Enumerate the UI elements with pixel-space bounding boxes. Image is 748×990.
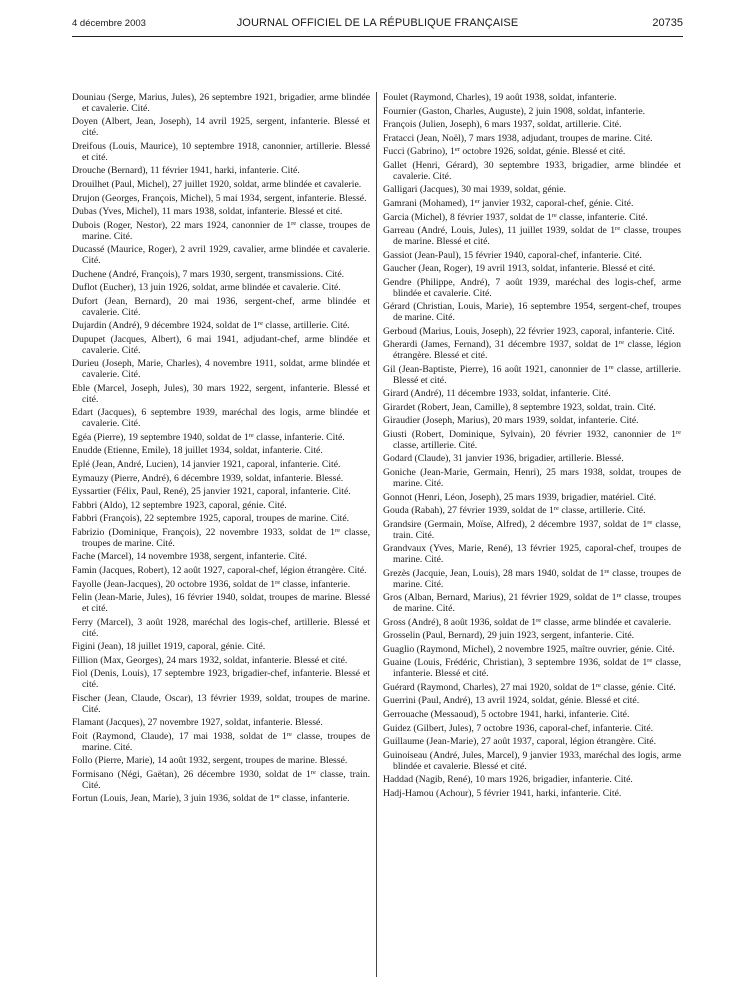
list-entry: Follo (Pierre, Marie), 14 août 1932, sergent, troupes de marine. Blessé. xyxy=(72,755,348,767)
list-entry: Giraudier (Joseph, Marius), 20 mars 1939, soldat, infanterie. Cité. xyxy=(383,415,639,427)
list-entry: Fache (Marcel), 14 novembre 1938, sergent, infanterie. Cité. xyxy=(72,551,307,563)
list-entry: Eplé (Jean, André, Lucien), 14 janvier 1921, caporal, infanterie. Cité. xyxy=(72,459,341,471)
list-entry: Gendre (Philippe, André), 7 août 1939, maréchal des logis-chef, arme blindée et cavalerie. Cité. xyxy=(383,276,681,299)
list-entry: Dreifous (Louis, Maurice), 10 septembre 1918, canonnier, artillerie. Blessé et cité. xyxy=(72,140,370,163)
list-entry: Fabbri (François), 22 septembre 1925, caporal, troupes de marine. Cité. xyxy=(72,513,350,525)
list-entry: Gerrouache (Messaoud), 5 octobre 1941, harki, infanterie. Cité. xyxy=(383,709,630,721)
list-entry: Flamant (Jacques), 27 novembre 1927, soldat, infanterie. Blessé. xyxy=(72,717,323,729)
list-entry: Eymauzy (Pierre, André), 6 décembre 1939, soldat, infanterie. Blessé. xyxy=(72,472,344,484)
list-entry: Dubois (Roger, Nestor), 22 mars 1924, canonnier de 1re classe, troupes de marine. Cité. xyxy=(72,219,370,242)
list-entry: Girardet (Robert, Jean, Camille), 8 septembre 1923, soldat, train. Cité. xyxy=(383,401,656,413)
list-entry: Drujon (Georges, François, Michel), 5 mai 1934, sergent, infanterie. Blessé. xyxy=(72,192,367,204)
list-entry: Fortun (Louis, Jean, Marie), 3 juin 1936, soldat de 1re classe, infanterie. xyxy=(72,793,350,805)
list-entry: Gouda (Rabah), 27 février 1939, soldat de 1re classe, artillerie. Cité. xyxy=(383,505,646,517)
list-entry: Garcia (Michel), 8 février 1937, soldat de 1re classe, infanterie. Cité. xyxy=(383,211,648,223)
list-entry: Gaucher (Jean, Roger), 19 avril 1913, soldat, infanterie. Blessé et cité. xyxy=(383,263,656,275)
page-header xyxy=(72,16,683,32)
list-entry: Gerboud (Marius, Louis, Joseph), 22 février 1923, caporal, infanterie. Cité. xyxy=(383,325,675,337)
list-entry: Eyssartier (Félix, Paul, René), 25 janvier 1921, caporal, infanterie. Cité. xyxy=(72,486,351,498)
list-entry: Fabbri (Aldo), 12 septembre 1923, caporal, génie. Cité. xyxy=(72,499,287,511)
list-entry: Egéa (Pierre), 19 septembre 1940, soldat de 1re classe, infanterie. Cité. xyxy=(72,431,345,443)
list-entry: Ferry (Marcel), 3 août 1928, maréchal des logis-chef, artillerie. Blessé et cité. xyxy=(72,616,370,639)
list-entry: Garreau (André, Louis, Jules), 11 juillet 1939, soldat de 1re classe, troupes de marine. Blessé et cité. xyxy=(383,225,681,248)
list-entry: Grezès (Jacquie, Jean, Louis), 28 mars 1940, soldat de 1re classe, troupes de marine. Cité. xyxy=(383,567,681,590)
list-entry: Goniche (Jean-Marie, Germain, Henri), 25 mars 1938, soldat, troupes de marine. Cité. xyxy=(383,467,681,489)
list-entry: Guérard (Raymond, Charles), 27 mai 1920, soldat de 1re classe, génie. Cité. xyxy=(383,681,676,693)
list-entry: Guidez (Gilbert, Jules), 7 octobre 1936, caporal-chef, infanterie. Cité. xyxy=(383,722,654,734)
list-entry: Dufort (Jean, Bernard), 20 mai 1936, sergent-chef, arme blindée et cavalerie. Cité. xyxy=(72,295,370,318)
list-entry: Gonnot (Henri, Léon, Joseph), 25 mars 1939, brigadier, matériel. Cité. xyxy=(383,491,656,503)
list-entry: Godard (Claude), 31 janvier 1936, brigadier, artillerie. Blessé. xyxy=(383,453,624,465)
right-column xyxy=(383,93,681,802)
list-entry: Girard (André), 11 décembre 1933, soldat, infanterie. Cité. xyxy=(383,388,611,400)
list-entry: Foulet (Raymond, Charles), 19 août 1938, soldat, infanterie. xyxy=(383,92,617,103)
list-entry: Haddad (Nagib, René), 10 mars 1926, brigadier, infanterie. Cité. xyxy=(383,774,633,786)
list-entry: Douniau (Serge, Marius, Jules), 26 septembre 1921, brigadier, arme blindée et cavalerie. Cité. xyxy=(72,92,370,114)
header-rule xyxy=(72,36,683,37)
list-entry: Felin (Jean-Marie, Jules), 16 février 1940, soldat, troupes de marine. Blessé et cité. xyxy=(72,592,370,615)
list-entry: Dubas (Yves, Michel), 11 mars 1938, soldat, infanterie. Blessé et cité. xyxy=(72,206,343,218)
list-entry: Grosselin (Paul, Bernard), 29 juin 1923, sergent, infanterie. Cité. xyxy=(383,630,635,642)
page-number: 20735 xyxy=(652,17,683,29)
list-entry: Hadj-Hamou (Achour), 5 février 1941, harki, infanterie. Cité. xyxy=(383,787,622,799)
list-entry: Foit (Raymond, Claude), 17 mai 1938, soldat de 1re classe, troupes de marine. Cité. xyxy=(72,730,370,753)
list-entry: Gil (Jean-Baptiste, Pierre), 16 août 1921, canonnier de 1re classe, artillerie. Blessé et cité. xyxy=(383,363,681,386)
list-entry: Guillaume (Jean-Marie), 27 août 1937, caporal, légion étrangère. Cité. xyxy=(383,736,657,748)
list-entry: Doyen (Albert, Jean, Joseph), 14 avril 1925, sergent, infanterie. Blessé et cité. xyxy=(72,116,370,139)
list-entry: Ducassé (Maurice, Roger), 2 avril 1929, cavalier, arme blindée et cavalerie. Cité. xyxy=(72,244,370,267)
list-entry: Figini (Jean), 18 juillet 1919, caporal, génie. Cité. xyxy=(72,641,266,653)
list-entry: Guaine (Louis, Frédéric, Christian), 3 septembre 1936, soldat de 1re classe, infanterie. Blessé et cité. xyxy=(383,657,681,680)
list-entry: Drouche (Bernard), 11 février 1941, harki, infanterie. Cité. xyxy=(72,165,300,177)
list-entry: Guinoiseau (André, Jules, Marcel), 9 janvier 1933, maréchal des logis, arme blindée et cavalerie. Blessé et cité. xyxy=(383,749,681,772)
header-date: 4 décembre 2003 xyxy=(72,18,146,29)
list-entry: Durieu (Joseph, Marie, Charles), 4 novembre 1911, soldat, arme blindée et cavalerie. Cité. xyxy=(72,358,370,381)
list-entry: Fratacci (Jean, Noël), 7 mars 1938, adjudant, troupes de marine. Cité. xyxy=(383,132,653,144)
list-entry: Fayolle (Jean-Jacques), 20 octobre 1936, soldat de 1re classe, infanterie. xyxy=(72,578,351,590)
list-entry: Fillion (Max, Georges), 24 mars 1932, soldat, infanterie. Blessé et cité. xyxy=(72,654,348,666)
list-entry: Gamrani (Mohamed), 1er janvier 1932, caporal-chef, génie. Cité. xyxy=(383,197,634,209)
list-entry: Eble (Marcel, Joseph, Jules), 30 mars 1922, sergent, infanterie. Blessé et cité. xyxy=(72,382,370,405)
list-entry: Giusti (Robert, Dominique, Sylvain), 20 février 1932, canonnier de 1re classe, artillerie. Cité. xyxy=(383,429,681,451)
list-entry: Gros (Alban, Bernard, Marius), 21 février 1929, soldat de 1re classe, troupes de marine. Cité. xyxy=(383,592,681,615)
list-entry: Galligari (Jacques), 30 mai 1939, soldat, génie. xyxy=(383,184,566,196)
list-entry: Dujardin (André), 9 décembre 1924, soldat de 1re classe, artillerie. Cité. xyxy=(72,320,350,332)
journal-title: JOURNAL OFFICIEL DE LA RÉPUBLIQUE FRANÇAISE xyxy=(236,17,519,29)
list-entry: Gassiot (Jean-Paul), 15 février 1940, caporal-chef, infanterie. Cité. xyxy=(383,249,642,261)
list-entry: Gallet (Henri, Gérard), 30 septembre 1933, brigadier, arme blindée et cavalerie. Cité. xyxy=(383,159,681,182)
list-entry: Fiol (Denis, Louis), 17 septembre 1923, brigadier-chef, infanterie. Blessé et cité. xyxy=(72,668,370,691)
list-entry: Fournier (Gaston, Charles, Auguste), 2 juin 1908, soldat, infanterie. xyxy=(383,105,646,117)
list-entry: Guaglio (Raymond, Michel), 2 novembre 1925, maître ouvrier, génie. Cité. xyxy=(383,643,675,655)
column-divider xyxy=(376,92,377,977)
list-entry: Duchene (André, François), 7 mars 1930, sergent, transmissions. Cité. xyxy=(72,268,345,280)
left-column xyxy=(72,93,370,808)
list-entry: Drouilhet (Paul, Michel), 27 juillet 1920, soldat, arme blindée et cavalerie. xyxy=(72,179,362,191)
list-entry: Edart (Jacques), 6 septembre 1939, maréchal des logis, arme blindée et cavalerie. Cité. xyxy=(72,407,370,430)
list-entry: Grandvaux (Yves, Marie, René), 13 février 1925, caporal-chef, troupes de marine. Cité. xyxy=(383,543,681,566)
list-entry: Formisano (Négi, Gaëtan), 26 décembre 1930, soldat de 1re classe, train. Cité. xyxy=(72,768,370,791)
list-entry: Guerrini (Paul, André), 13 avril 1924, soldat, génie. Blessé et cité. xyxy=(383,695,640,707)
list-entry: Gérard (Christian, Louis, Marie), 16 septembre 1954, sergent-chef, troupes de marine. Cité. xyxy=(383,301,681,324)
list-entry: Duflot (Eucher), 13 juin 1926, soldat, arme blindée et cavalerie. Cité. xyxy=(72,282,341,294)
list-entry: Gross (André), 8 août 1936, soldat de 1re classe, arme blindée et cavalerie. xyxy=(383,616,672,628)
list-entry: Grandsire (Germain, Moïse, Alfred), 2 décembre 1937, soldat de 1re classe, train. Cité. xyxy=(383,518,681,541)
list-entry: Fabrizio (Dominique, François), 22 novembre 1933, soldat de 1re classe, troupes de marine. Cité. xyxy=(72,526,370,549)
list-entry: Enudde (Etienne, Emile), 18 juillet 1934, soldat, infanterie. Cité. xyxy=(72,445,323,457)
list-entry: Famin (Jacques, Robert), 12 août 1927, caporal-chef, légion étrangère. Cité. xyxy=(72,565,367,576)
list-entry: Fischer (Jean, Claude, Oscar), 13 février 1939, soldat, troupes de marine. Cité. xyxy=(72,692,370,715)
list-entry: Dupupet (Jacques, Albert), 6 mai 1941, adjudant-chef, arme blindée et cavalerie. Cité. xyxy=(72,333,370,356)
list-entry: François (Julien, Joseph), 6 mars 1937, soldat, artillerie. Cité. xyxy=(383,119,622,131)
list-entry: Fucci (Gabrino), 1er octobre 1926, soldat, génie. Blessé et cité. xyxy=(383,146,626,158)
list-entry: Gherardi (James, Fernand), 31 décembre 1937, soldat de 1re classe, légion étrangère. Blessé et cité. xyxy=(383,339,681,362)
